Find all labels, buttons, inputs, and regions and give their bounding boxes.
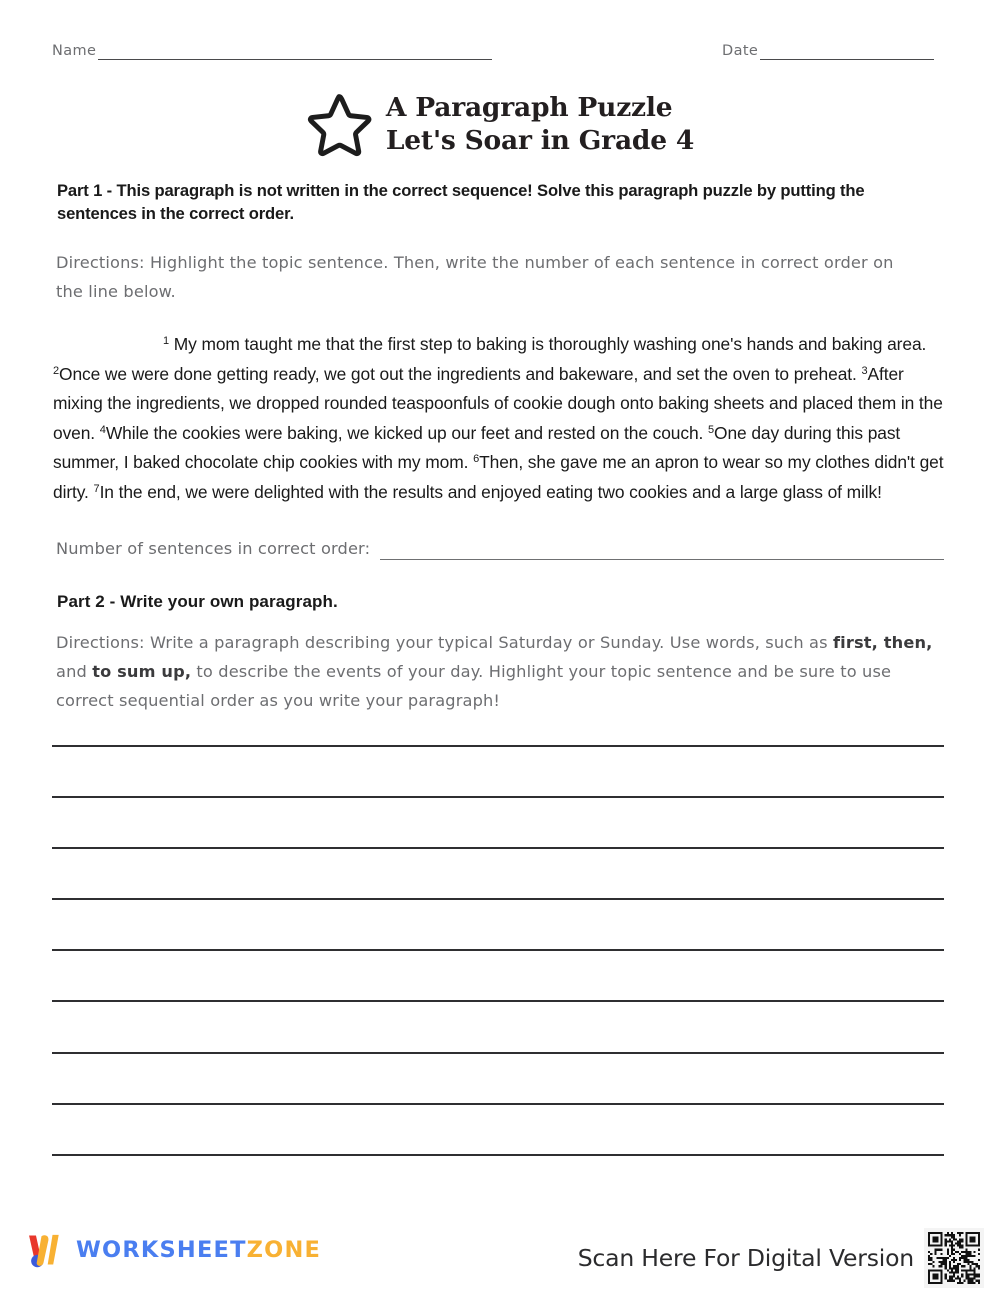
writing-line[interactable] xyxy=(52,796,944,847)
writing-line[interactable] xyxy=(52,1000,944,1051)
sentence-text-4: While the cookies were baking, we kicked up our feet and rested on the couch. xyxy=(105,422,709,443)
sentence-number-2: 2 xyxy=(53,364,60,377)
sentence-text-3: After mixing the ingredients, we dropped rounded teaspoonfuls of cookie dough onto baking sheets and placed them in the oven. xyxy=(53,363,943,443)
part2-directions-bold-to-sum-up: to sum up, xyxy=(92,662,192,681)
puzzle-paragraph xyxy=(53,330,946,508)
part2-directions-text-c: to describe the events of your day. Highlight your topic sentence and be sure to use correct sequential order as you write your paragraph! xyxy=(56,662,892,710)
part1-heading: Part 1 - This paragraph is not written in the correct sequence! Solve this paragraph puzzle by putting the sentences in the correct order. xyxy=(57,181,865,223)
answer-label: Number of sentences in correct order: xyxy=(56,539,371,558)
sentence-number-5: 5 xyxy=(708,423,715,436)
date-input-line[interactable] xyxy=(760,45,934,60)
writing-line[interactable] xyxy=(52,949,944,1000)
worksheet-title xyxy=(386,91,694,157)
qr-code[interactable] xyxy=(924,1228,984,1288)
sentence-number-7: 7 xyxy=(93,482,100,495)
part2-directions xyxy=(56,628,942,715)
date-field-group xyxy=(722,42,934,60)
sentence-text-2: Once we were done getting ready, we got out the ingredients and bakeware, and set the oven to preheat. xyxy=(59,363,862,384)
worksheet-title-block xyxy=(0,90,1000,158)
worksheetzone-logo-mark-icon xyxy=(26,1230,68,1270)
sentence-text-5: One day during this past summer, I baked chocolate chip cookies with my mom. xyxy=(53,422,901,473)
part2-heading: Part 2 - Write your own paragraph. xyxy=(57,592,338,611)
answer-input-line[interactable] xyxy=(380,542,944,560)
logo-word-zone: ZONE xyxy=(246,1237,322,1263)
name-date-row xyxy=(0,42,1000,72)
scan-group[interactable] xyxy=(578,1228,984,1288)
writing-line[interactable] xyxy=(52,745,944,796)
scan-here-text: Scan Here For Digital Version xyxy=(577,1244,914,1272)
sentence-number-4: 4 xyxy=(99,423,106,436)
sentence-text-1: My mom taught me that the first step to baking is thoroughly washing one's hands and baking area. xyxy=(169,334,927,354)
writing-line[interactable] xyxy=(52,1052,944,1103)
logo-text xyxy=(76,1237,321,1263)
writing-line[interactable] xyxy=(52,898,944,949)
logo-word-worksheet: WORKSHEET xyxy=(76,1237,247,1263)
name-input-line[interactable] xyxy=(98,45,492,60)
sentence-text-6: Then, she gave me an apron to wear so my clothes didn't get dirty. xyxy=(53,452,944,502)
date-label: Date xyxy=(722,43,759,59)
answer-row xyxy=(56,538,944,560)
sentence-text-7: In the end, we were delighted with the results and enjoyed eating two cookies and a large glass of milk! xyxy=(99,481,882,502)
part2-directions-text-a: Directions: Write a paragraph describing your typical Saturday or Sunday. Use words, such as xyxy=(56,633,833,652)
worksheetzone-logo[interactable] xyxy=(26,1230,321,1270)
name-label: Name xyxy=(52,43,97,59)
writing-lines-area xyxy=(52,745,944,1205)
page-footer xyxy=(0,1222,1000,1294)
star-icon xyxy=(306,92,372,158)
sentence-number-1: 1 xyxy=(163,334,170,347)
part2-directions-bold-first-then: first, then, xyxy=(832,633,933,652)
writing-line[interactable] xyxy=(52,847,944,898)
writing-line[interactable] xyxy=(52,1103,944,1154)
sentence-number-6: 6 xyxy=(473,453,480,466)
sentence-number-3: 3 xyxy=(861,364,868,377)
part1-directions: Directions: Highlight the topic sentence. Then, write the number of each sentence in correct order on the line below. xyxy=(56,253,894,301)
title-line-2: Let's Soar in Grade 4 xyxy=(385,125,695,156)
name-field-group xyxy=(52,42,492,60)
writing-line[interactable] xyxy=(52,1154,944,1205)
title-line-1: A Paragraph Puzzle xyxy=(385,92,673,123)
qr-code-icon xyxy=(924,1228,984,1288)
part2-directions-text-b: and xyxy=(56,662,93,681)
